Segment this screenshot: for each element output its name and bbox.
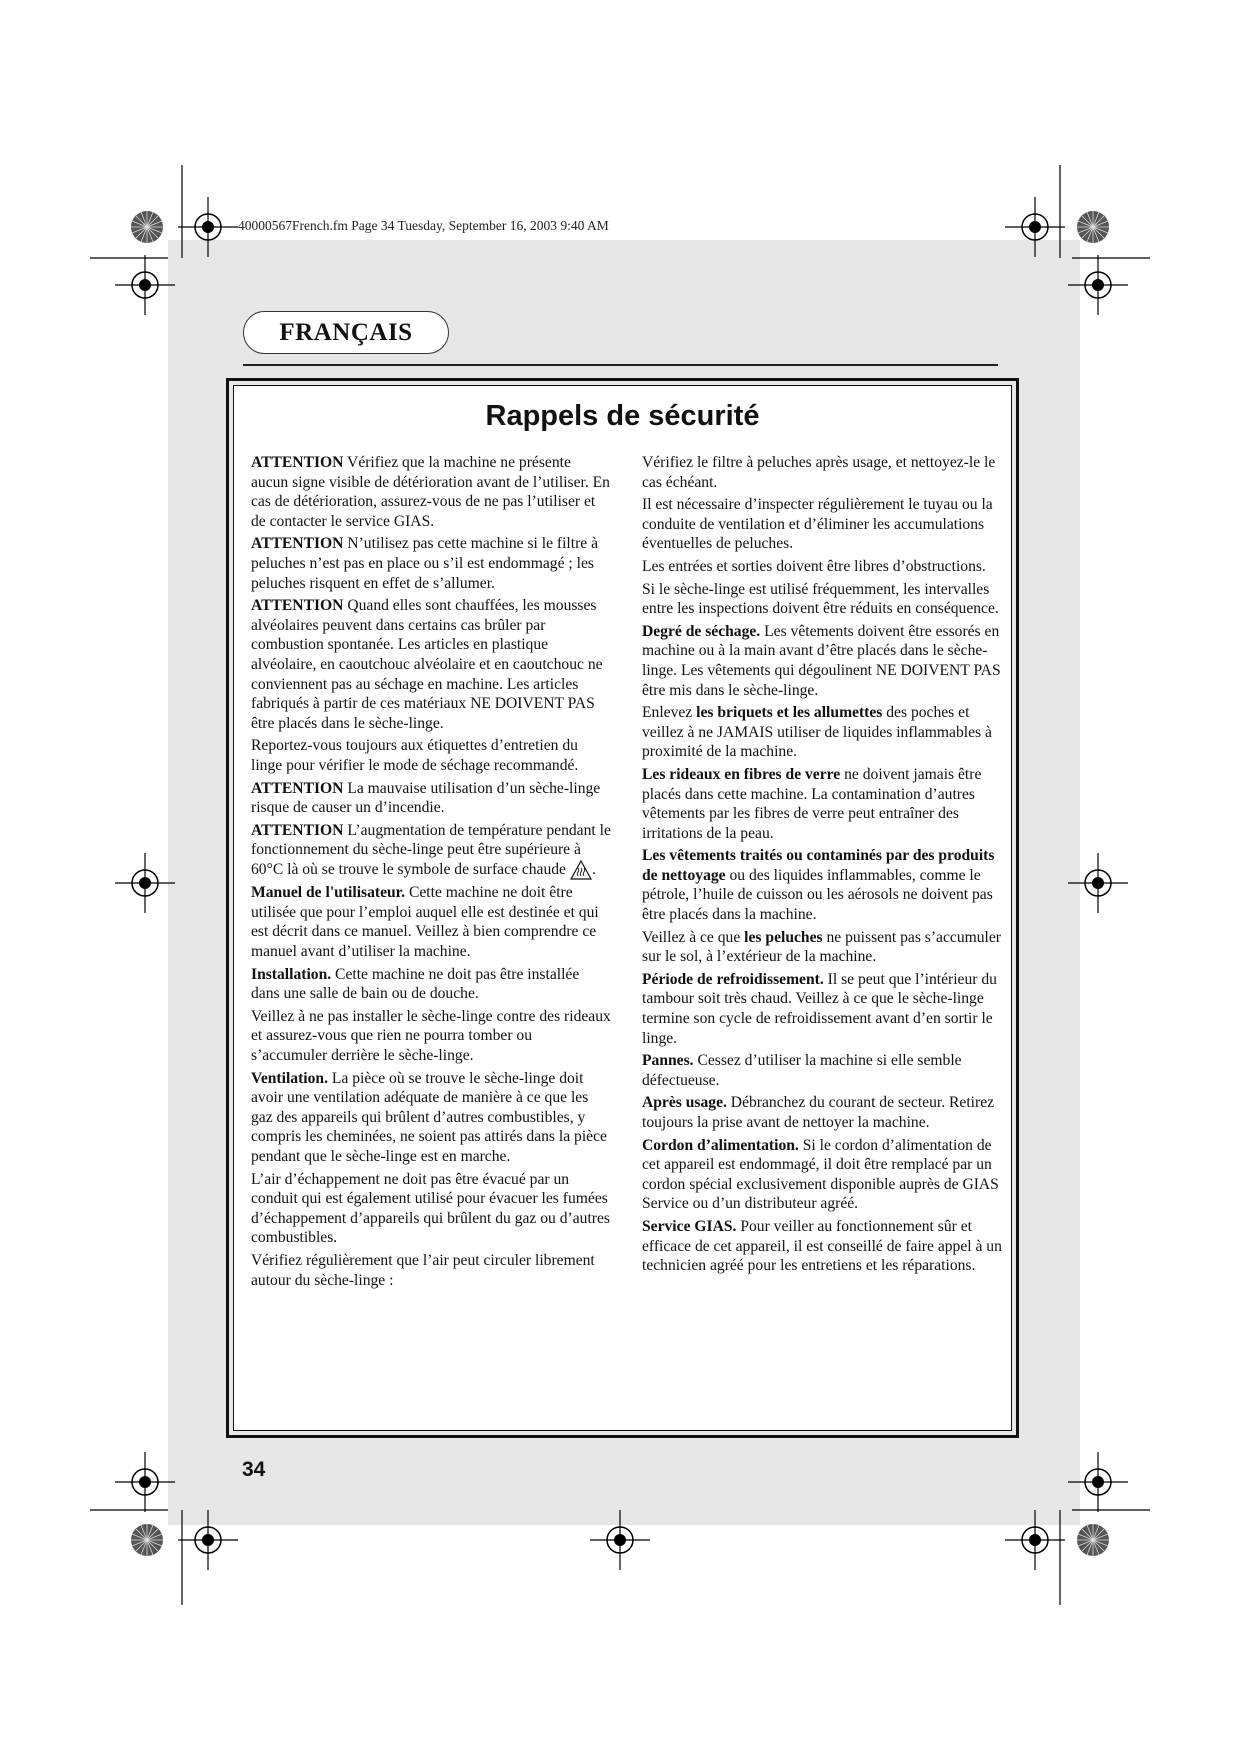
paragraph-text: des poches et veillez à ne JAMAIS utiliser de liquides inflammables à proximité de la machine. bbox=[642, 704, 992, 761]
right-paragraph bbox=[642, 453, 1002, 492]
paragraph-text: Cette machine ne doit pas être installée dans une salle de bain ou de douche. bbox=[251, 965, 580, 1003]
paragraph-heading: Service GIAS. bbox=[642, 1217, 737, 1235]
paragraph-text: Si le sèche-linge est utilisé fréquemment, les intervalles entre les inspections doivent être réduits en conséquence. bbox=[642, 580, 999, 618]
paragraph-lead: Enlevez bbox=[642, 704, 697, 722]
paragraph-heading: ATTENTION bbox=[251, 597, 344, 615]
paragraph-text: ne doivent jamais être placés dans cette machine. La contamination d’autres vêtements par les fibres de verre peut entraîner des irritations de la peau. bbox=[642, 765, 982, 842]
paragraph-lead: Veillez à ce que bbox=[642, 928, 745, 946]
right-paragraph bbox=[642, 1136, 1002, 1214]
left-paragraph bbox=[251, 736, 611, 775]
paragraph-text: Si le cordon d’alimentation de cet appareil est endommagé, il doit être remplacé par un cordon spécial exclusivement disponible auprès de GIAS Service ou d’un distributeur agréé. bbox=[642, 1136, 999, 1213]
right-paragraph bbox=[642, 970, 1002, 1048]
paragraph-text: Cette machine ne doit être utilisée que pour l’emploi auquel elle est destinée et qui est décrit dans ce manuel. Veillez à bien comprendre ce manuel avant d’utiliser la machine. bbox=[251, 884, 599, 961]
hot-surface-warning-icon bbox=[570, 860, 592, 880]
paragraph-heading: Installation. bbox=[251, 965, 332, 983]
paragraph-text: Il est nécessaire d’inspecter régulièrement le tuyau ou la conduite de ventilation et d’éliminer les accumulations éventuelles de peluches. bbox=[642, 496, 993, 553]
paragraph-text: Il se peut que l’intérieur du tambour soit très chaud. Veillez à ce que le sèche-linge termine son cycle de refroidissement avant d’en sortir le linge. bbox=[642, 970, 997, 1047]
paragraph-heading: Manuel de l'utilisateur. bbox=[251, 884, 406, 902]
right-column bbox=[642, 453, 1002, 1279]
paragraph-text: L’augmentation de température pendant le fonctionnement du sèche-linge peut être supérieure à 60°C là où se trouve le symbole de surface chaude bbox=[251, 821, 611, 878]
safety-box bbox=[226, 378, 1019, 1438]
paragraph-heading: Après usage. bbox=[642, 1094, 727, 1112]
paragraph-heading: Degré de séchage. bbox=[642, 622, 761, 640]
left-paragraph bbox=[251, 883, 611, 961]
paragraph-heading: les peluches bbox=[744, 928, 823, 946]
paragraph-text: Reportez-vous toujours aux étiquettes d’entretien du linge pour vérifier le mode de séchage recommandé. bbox=[251, 737, 579, 774]
right-paragraph bbox=[642, 765, 1002, 843]
paragraph-text: La pièce où se trouve le sèche-linge doit avoir une ventilation adéquate de manière à ce que les gaz des appareils qui brûlent d’autres combustibles, y compris les cheminées, ne soient pas attirés dans la pièce pendant que le sèche-linge est en marche. bbox=[251, 1069, 607, 1166]
left-paragraph bbox=[251, 779, 611, 818]
paragraph-heading: ATTENTION bbox=[251, 821, 344, 839]
file-header: 40000567French.fm Page 34 Tuesday, September 16, 2003 9:40 AM bbox=[238, 218, 609, 233]
header-rule bbox=[243, 364, 998, 366]
paragraph-text: Vérifiez que la machine ne présente aucun signe visible de détérioration avant de l’utiliser. En cas de détérioration, assurez-vous de ne pas l’utiliser et de contacter le service GIAS. bbox=[251, 454, 610, 530]
left-paragraph bbox=[251, 965, 611, 1004]
paragraph-heading: ATTENTION bbox=[251, 779, 344, 797]
right-paragraph bbox=[642, 1217, 1002, 1276]
right-paragraph bbox=[642, 846, 1002, 924]
left-paragraph bbox=[251, 1007, 611, 1066]
paragraph-text: Veillez à ne pas installer le sèche-linge contre des rideaux et assurez-vous que rien ne pourra tomber ou s’accumuler derrière le sèche-linge. bbox=[251, 1007, 611, 1065]
paragraph-heading: Cordon d’alimentation. bbox=[642, 1136, 799, 1154]
paragraph-heading: Les rideaux en fibres de verre bbox=[642, 765, 841, 783]
paragraph-suffix: . bbox=[591, 860, 596, 878]
paragraph-text: Débranchez du courant de secteur. Retirez toujours la prise avant de nettoyer la machine. bbox=[642, 1094, 995, 1131]
paragraph-heading: Ventilation. bbox=[251, 1069, 328, 1087]
left-paragraph bbox=[251, 596, 611, 733]
paragraph-text: La mauvaise utilisation d’un sèche-linge risque de causer un d’incendie. bbox=[251, 779, 601, 817]
paragraph-text: L’air d’échappement ne doit pas être évacué par un conduit qui est également utilisé pour évacuer les fumées d’échappement d’appareils qui brûlent du gaz ou d’autres combustibles. bbox=[251, 1170, 610, 1247]
paragraph-text: Les vêtements doivent être essorés en machine ou à la main avant d’être placés dans le sèche-linge. Les vêtements qui dégoulinent NE DOIVENT PAS être mis dans le sèche-linge. bbox=[642, 622, 1001, 699]
safety-box-inner bbox=[233, 385, 1012, 1431]
language-tab bbox=[243, 311, 449, 354]
left-paragraph bbox=[251, 534, 611, 593]
left-column bbox=[251, 453, 611, 1293]
paragraph-text: Quand elles sont chauffées, les mousses alvéolaires peuvent dans certains cas brûler par combustion spontanée. Les articles en plastique alvéolaire, en caoutchouc alvéolaire et en caoutchouc ne conviennent pas au séchage en machine. Les articles fabriqués à partir de ces matériaux NE DOIVENT PAS être placés dans le sèche-linge. bbox=[251, 597, 603, 732]
star-target-bottom-right bbox=[1077, 1524, 1109, 1556]
page-title: Rappels de sécurité bbox=[485, 400, 760, 432]
star-target-top-right bbox=[1077, 211, 1109, 243]
paragraph-heading: ATTENTION bbox=[251, 535, 344, 553]
left-paragraph bbox=[251, 821, 611, 881]
page-number: 34 bbox=[242, 1458, 266, 1481]
star-target-bottom-left bbox=[131, 1524, 163, 1556]
paragraph-text: Les entrées et sorties doivent être libres d’obstructions. bbox=[642, 557, 986, 575]
right-paragraph bbox=[642, 622, 1002, 700]
paragraph-text: ou des liquides inflammables, comme le pétrole, l’huile de cuisson ou les aérosols ne doivent pas être placés dans la machine. bbox=[642, 866, 993, 924]
right-paragraph bbox=[642, 1051, 1002, 1090]
paragraph-heading: Période de refroidissement. bbox=[642, 970, 824, 988]
paragraph-heading: Les vêtements traités ou contaminés par des produits de nettoyage bbox=[642, 847, 995, 884]
paragraph-text: Cessez d’utiliser la machine si elle semble défectueuse. bbox=[642, 1052, 962, 1089]
right-paragraph bbox=[642, 495, 1002, 554]
right-paragraph bbox=[642, 1093, 1002, 1132]
left-paragraph bbox=[251, 453, 611, 531]
paragraph-text: Vérifiez le filtre à peluches après usage, et nettoyez-le le cas échéant. bbox=[642, 454, 996, 491]
right-paragraph bbox=[642, 928, 1002, 967]
right-paragraph bbox=[642, 703, 1002, 762]
paragraph-heading: ATTENTION bbox=[251, 454, 344, 471]
paragraph-text: Pour veiller au fonctionnement sûr et efficace de cet appareil, il est conseillé de faire appel à un technicien agréé pour les entretiens et les réparations. bbox=[642, 1217, 1002, 1275]
right-paragraph bbox=[642, 580, 1002, 619]
language-label: FRANÇAIS bbox=[279, 318, 413, 346]
left-paragraph bbox=[251, 1069, 611, 1167]
paragraph-text: ne puissent pas s’accumuler sur le sol, à l’extérieur de la machine. bbox=[642, 928, 1001, 966]
paragraph-heading: Pannes. bbox=[642, 1052, 694, 1070]
star-target-top-left bbox=[131, 211, 163, 243]
paragraph-text: N’utilisez pas cette machine si le filtre à peluches n’est pas en place ou s’il est endommagé ; les peluches risquent en effet de s’allumer. bbox=[251, 535, 599, 592]
left-paragraph bbox=[251, 1251, 611, 1290]
paragraph-heading: les briquets et les allumettes bbox=[696, 704, 883, 722]
left-paragraph bbox=[251, 1170, 611, 1248]
paragraph-text: Vérifiez régulièrement que l’air peut circuler librement autour du sèche-linge : bbox=[251, 1251, 595, 1289]
right-paragraph bbox=[642, 557, 1002, 577]
